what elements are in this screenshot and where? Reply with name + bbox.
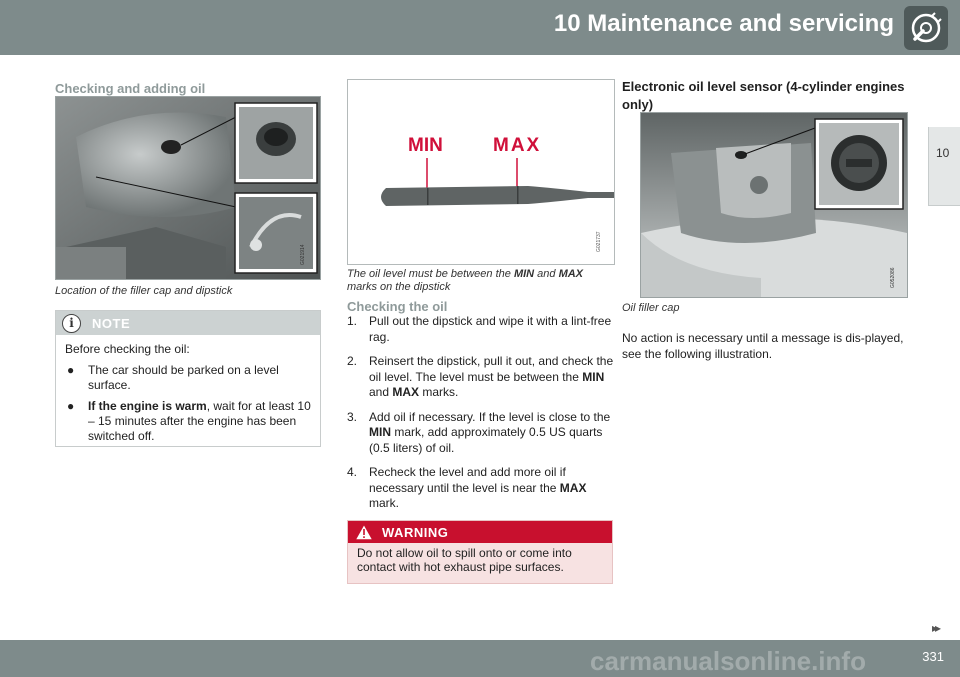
section-title-checking-adding-oil: Checking and adding oil bbox=[55, 81, 206, 96]
info-icon: i bbox=[62, 314, 81, 333]
dipstick-max-label: MAX bbox=[493, 135, 542, 156]
note-intro: Before checking the oil: bbox=[65, 342, 190, 356]
warning-triangle-icon bbox=[354, 523, 374, 546]
note-header bbox=[56, 311, 320, 335]
section-title-oil-level-sensor: Electronic oil level sensor (4-cylinder engines only) bbox=[622, 79, 905, 112]
step-item: 2. Reinsert the dipstick, pull it out, and check the oil level. The level must be between the MIN and MAX marks. bbox=[347, 354, 614, 399]
warning-header bbox=[348, 521, 612, 543]
oil-check-steps bbox=[347, 314, 615, 521]
sensor-paragraph: No action is necessary until a message is dis-played, see the following illustration. bbox=[622, 331, 904, 361]
chapter-tab-number: 10 bbox=[936, 146, 950, 160]
warning-text: Do not allow oil to spill onto or come into contact with hot exhaust pipe surfaces. bbox=[348, 543, 612, 583]
next-page-arrow-icon[interactable]: ▸▸ bbox=[931, 621, 938, 635]
step-item: 4. Recheck the level and add more oil if necessary until the level is near the MAX mark. bbox=[347, 465, 587, 510]
oil-filler-cap-photo bbox=[640, 112, 908, 298]
bullet-dot-icon: ● bbox=[67, 363, 75, 377]
dipstick-min-label: MIN bbox=[408, 135, 443, 156]
note-box bbox=[55, 310, 321, 447]
subtitle-checking-the-oil: Checking the oil bbox=[347, 299, 448, 314]
note-title: NOTE bbox=[92, 316, 131, 331]
caption-oil-filler-cap: Oil filler cap bbox=[622, 302, 680, 314]
svg-text:G021737: G021737 bbox=[596, 231, 602, 252]
warning-title: WARNING bbox=[382, 525, 449, 540]
caption-filler-cap-dipstick: Location of the filler cap and dipstick bbox=[55, 285, 233, 297]
warning-box bbox=[347, 520, 613, 584]
watermark: carmanualsonline.info bbox=[590, 646, 866, 676]
note-bullet: ● If the engine is warm, wait for at least 10 – 15 minutes after the engine has been switched off. bbox=[67, 399, 311, 443]
step-item: 1. Pull out the dipstick and wipe it with a lint-free rag. bbox=[347, 314, 612, 344]
caption-dipstick-marks: The oil level must be between the MIN and MAX marks on the dipstick bbox=[347, 268, 584, 293]
engine-bay-photo bbox=[55, 96, 321, 280]
svg-text:G052086: G052086 bbox=[890, 267, 896, 288]
note-bullet: ● The car should be parked on a level surface. bbox=[67, 363, 279, 392]
chapter-tab[interactable] bbox=[928, 127, 960, 206]
bullet-dot-icon: ● bbox=[67, 399, 75, 413]
svg-text:G021914: G021914 bbox=[300, 244, 306, 265]
page-number: 331 bbox=[922, 649, 944, 664]
page-header bbox=[0, 0, 960, 55]
chapter-title: 10 Maintenance and servicing bbox=[553, 10, 894, 37]
dipstick-illustration bbox=[347, 79, 615, 265]
step-item: 3. Add oil if necessary. If the level is close to the MIN mark, add approximately 0.5 US quarts (0.5 liters) of oil. bbox=[347, 409, 611, 455]
wrench-gear-icon bbox=[904, 6, 948, 50]
